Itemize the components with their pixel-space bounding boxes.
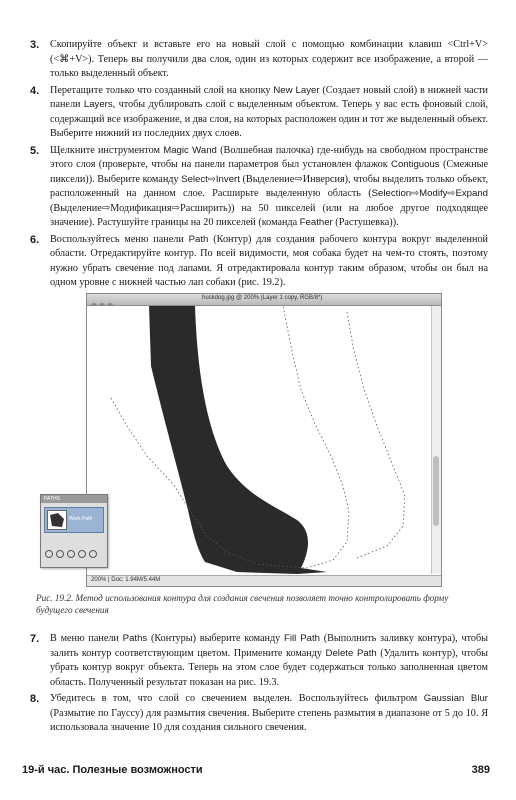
step-text: (Контуры) выберите команду bbox=[147, 633, 285, 644]
step-number: 7. bbox=[30, 633, 40, 645]
step-text: (Контур) для создания рабочего контура вокруг выделенной области. Отредактируйте контур. По всей видимости, моя собака будет на чем-то стоять, поэтому нужно убрать свечение под лапами. Я отредактировала контур таким образом, чтобы он был на одном уровне с нижней частью лап собаки (рис. 19.2). bbox=[50, 233, 488, 288]
step-text: Щелкните инструментом bbox=[50, 144, 164, 156]
work-path-row[interactable] bbox=[44, 507, 104, 533]
steps-list-top bbox=[30, 38, 488, 293]
step-text: Перетащите только что созданный слой на кнопку bbox=[50, 84, 274, 96]
ui-term: Select⇨Invert bbox=[181, 173, 240, 185]
status-bar bbox=[87, 575, 441, 586]
paths-panel bbox=[40, 494, 108, 568]
ui-term: Contiguous bbox=[391, 159, 440, 170]
step-item bbox=[30, 692, 488, 736]
step-text: (Удалить контур), чтобы убрать контур вокруг объекта. Теперь на этом слое будет содержаться только заполненная цветом область. Полученный результат показан на рис. 19.3. bbox=[50, 647, 488, 688]
paths-panel-buttons bbox=[45, 545, 100, 563]
make-path-icon[interactable] bbox=[78, 550, 86, 558]
step-text: (Создает новый слой) в нижней части панели bbox=[50, 84, 489, 110]
step-text: Воспользуйтесь меню панели bbox=[50, 233, 189, 245]
step-text: (Выделение⇨Модификация⇨Расширить)) на 50 пикселей (или на любое другое подходящее значение). Растушуйте границы на 20 пикселей (команда bbox=[50, 202, 488, 228]
step-text: Убедитесь в том, что слой со свечением выделен. Воспользуйтесь фильтром bbox=[50, 693, 424, 704]
work-path-label: Work Path bbox=[69, 516, 93, 522]
new-path-icon[interactable] bbox=[89, 550, 97, 558]
step-text: (Растушевка)). bbox=[332, 217, 399, 228]
figure-caption: Рис. 19.2. Метод использования контура для создания свечения позволяет точно контролировать форму будущего свечения bbox=[36, 593, 449, 615]
window-titlebar bbox=[87, 294, 441, 306]
load-selection-icon[interactable] bbox=[67, 550, 75, 558]
step-item bbox=[30, 84, 488, 142]
page-number: 389 bbox=[471, 764, 490, 776]
step-text: В меню панели bbox=[50, 633, 123, 644]
scroll-thumb[interactable] bbox=[433, 456, 439, 526]
ui-term: Path bbox=[188, 233, 209, 245]
ui-term: Paths bbox=[122, 633, 148, 644]
step-number: 3. bbox=[30, 39, 40, 51]
step-text: Скопируйте объект и вставьте его на новый слой с помощью комбинации клавиш <Ctrl+V> (<⌘+V>). Теперь вы получили два слоя, один из которых содержит все изображение, а второй — только выделенный объект. bbox=[50, 39, 488, 79]
ui-term: Selection⇨Modify⇨Expand bbox=[371, 188, 488, 199]
zoom-status: 200% | Doc: 1.94M/5.44M bbox=[91, 577, 161, 583]
step-item bbox=[30, 233, 488, 291]
step-number: 5. bbox=[30, 144, 40, 157]
dog-leg-silhouette bbox=[149, 306, 327, 574]
page-footer bbox=[22, 764, 490, 778]
paths-panel-tab[interactable]: PATHS bbox=[41, 495, 107, 503]
figure-19-2 bbox=[40, 293, 442, 587]
canvas-image bbox=[87, 306, 431, 574]
ui-term: Layers bbox=[83, 99, 113, 110]
ui-term: Gaussian Blur bbox=[423, 693, 488, 704]
step-text: (Смежные пиксели)). Выберите команду bbox=[50, 159, 488, 185]
photoshop-document-window bbox=[86, 293, 442, 587]
step-number: 6. bbox=[30, 233, 40, 246]
fill-path-icon[interactable] bbox=[45, 550, 53, 558]
step-item bbox=[30, 144, 488, 231]
step-text: (Волшебная палочка) где-нибудь на свободном пространстве этого слоя (проверьте, чтобы на панели параметров был установлен флажок bbox=[50, 144, 488, 170]
vertical-scrollbar[interactable] bbox=[431, 306, 441, 574]
chapter-title: 19-й час. Полезные возможности bbox=[22, 764, 203, 776]
ui-term: Magic Wand bbox=[163, 144, 217, 156]
steps-list-bottom bbox=[30, 632, 488, 738]
step-item bbox=[30, 632, 488, 690]
step-item bbox=[30, 38, 488, 82]
step-number: 4. bbox=[30, 84, 40, 97]
stroke-path-icon[interactable] bbox=[56, 550, 64, 558]
step-text: (Выделение⇨Инверсия), чтобы выделить только объект, расположенный на данном слое. Расширьте выделенную область ( bbox=[50, 173, 489, 199]
step-number: 8. bbox=[30, 693, 40, 705]
step-text: (Выполнить заливку контура), чтобы залить контур соответствующим цветом. Примените команду bbox=[50, 633, 489, 659]
ui-term: Fill Path bbox=[284, 633, 320, 644]
glow-path-outline-inner bbox=[347, 312, 405, 558]
ui-term: New Layer bbox=[273, 84, 320, 96]
window-title: huskdog.jpg @ 200% (Layer 1 copy, RGB/8*) bbox=[202, 295, 323, 301]
step-text: , чтобы дублировать слой с выделенным объектом. Теперь у вас есть фоновый слой, содержащий все изображение, и два слоя, на которых расположен один и тот же выделенный объект. Выберите нижний из последних двух слоев. bbox=[50, 99, 489, 139]
ui-term: Delete Path bbox=[325, 647, 377, 659]
ui-term: Feather bbox=[299, 217, 333, 228]
step-text: (Размытие по Гауссу) для размытия свечения. Выберите степень размытия в диапазоне от 5 до 10. Я использовала значение 10 для создания сильного свечения. bbox=[50, 707, 488, 733]
path-thumbnail bbox=[47, 510, 67, 530]
